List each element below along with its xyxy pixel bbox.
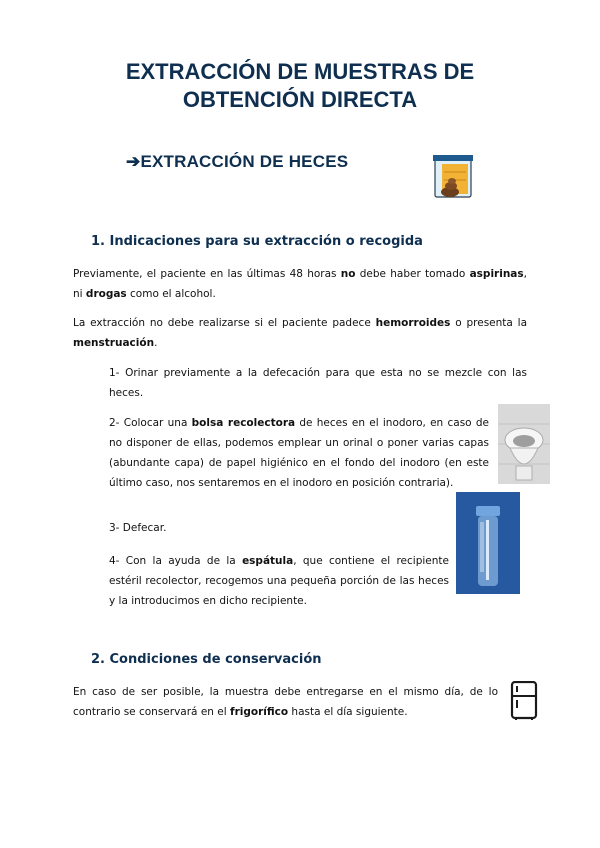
section-1-heading: 1. Indicaciones para su extracción o recogida [91, 234, 423, 249]
section-2-paragraph-1: En caso de ser posible, la muestra debe entregarse en el mismo día, de lo contrario se conservará en el frigorífico hasta el día siguiente. [73, 686, 498, 718]
page-title [60, 58, 540, 114]
title-line-2: OBTENCIÓN DIRECTA [182, 87, 418, 112]
toilet-photo [498, 404, 550, 484]
step-3: 3- Defecar. [109, 522, 167, 534]
step-2: 2- Colocar una bolsa recolectora de heces en el inodoro, en caso de no disponer de ellas, podemos emplear un orinal o poner varias capas (abundante capa) de papel higiénico en el fondo del inodoro (en este último caso, nos sentaremos en el inodoro en posición contraria). [109, 417, 489, 489]
title-line-1: EXTRACCIÓN DE MUESTRAS DE [125, 59, 475, 84]
step-4: 4- Con la ayuda de la espátula, que contiene el recipiente estéril recolector, recogemos una pequeña porción de las heces y la introducimos en dicho recipiente. [109, 555, 449, 607]
section-1-paragraph-2: La extracción no debe realizarse si el paciente padece hemorroides o presenta la menstruación. [73, 317, 528, 349]
stool-icon [432, 154, 474, 200]
fridge-icon [510, 681, 538, 721]
section-2-heading: 2. Condiciones de conservación [91, 652, 322, 667]
subtitle: ➔EXTRACCIÓN DE HECES [126, 152, 349, 171]
sample-container-photo [456, 492, 520, 594]
step-1: 1- Orinar previamente a la defecación para que esta no se mezcle con las heces. [109, 367, 527, 399]
section-1-paragraph-1: Previamente, el paciente en las últimas 48 horas no debe haber tomado aspirinas, ni drogas como el alcohol. [73, 268, 527, 300]
